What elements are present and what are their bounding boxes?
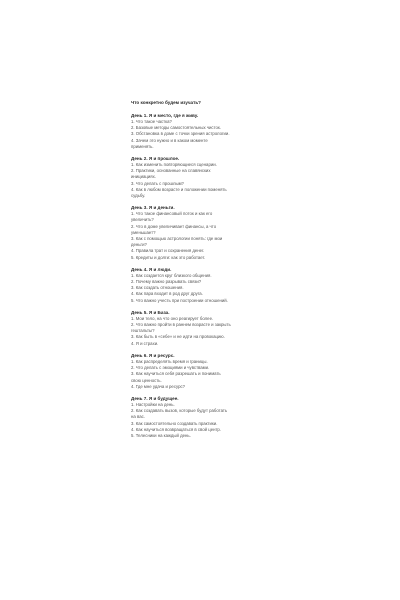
list-item: 3. Как быть в «себе» и не идти на провокацию. — [131, 334, 225, 340]
list-item: 2. Практики, основанные на славянских — [131, 168, 211, 174]
list-item: 4. Зачем это нужно и в каком моменте — [131, 137, 208, 143]
list-item: судьбу. — [131, 193, 146, 199]
day-section — [131, 156, 281, 199]
list-item: 5. Телесники на каждый день. — [131, 432, 191, 438]
day-heading: День 6. Я и ресурс. — [131, 352, 175, 358]
document-body — [131, 100, 281, 445]
day-items-list — [131, 402, 281, 439]
list-item: свою ценность. — [131, 377, 162, 383]
day-items-list — [131, 119, 281, 150]
day-items-list — [131, 316, 281, 347]
list-item: 2. Что в доме увеличивает финансы, а что — [131, 223, 217, 229]
day-section — [131, 310, 281, 347]
day-section — [131, 113, 281, 150]
list-item: 4. Как в любом возрасте и положении поменять — [131, 186, 227, 192]
list-item: 4. Как научиться возвращаться в свой центр. — [131, 426, 222, 432]
day-section — [131, 205, 281, 261]
list-item: 2. Что важно пройти в раннем возрасте и закрыть — [131, 322, 231, 328]
list-item: 3. Обстановка в доме с точки зрения астрологии. — [131, 131, 230, 137]
list-item: 2. Как создавать вызов, которые будут работать — [131, 408, 228, 414]
day-section — [131, 267, 281, 304]
list-item: 4. Как пара входит в род друг друга. — [131, 291, 203, 297]
day-heading: День 3. Я и деньги. — [131, 205, 175, 211]
document-title: Что конкретно будем изучать? — [131, 100, 201, 105]
list-item: гештальты? — [131, 328, 155, 334]
day-items-list — [131, 162, 281, 199]
list-item: деньги? — [131, 242, 147, 248]
day-heading: День 7. Я и будущее. — [131, 395, 179, 401]
day-section — [131, 353, 281, 390]
list-item: 1. Что такое финансовый поток и как его — [131, 211, 213, 217]
day-items-list — [131, 273, 281, 304]
list-item: 2. Базовые методы самостоятельных чисток. — [131, 125, 221, 131]
list-item: 5. Что важно учесть при построении отношений. — [131, 297, 228, 303]
list-item: 3. Как самостоятельно создавать практики. — [131, 420, 218, 426]
list-item: уменьшает? — [131, 229, 156, 235]
list-item: 4. Где мне удача и ресурс? — [131, 383, 185, 389]
list-item: 4. Правила трат и сохранения денег. — [131, 248, 205, 254]
day-heading: День 5. Я и База. — [131, 309, 170, 315]
list-item: на вас. — [131, 414, 145, 420]
list-item: 1. Что такое частка? — [131, 119, 172, 124]
list-item: 2. Почему важно разрывать связи? — [131, 279, 202, 285]
day-items-list — [131, 359, 281, 390]
day-heading: День 4. Я и люди. — [131, 266, 172, 272]
day-list — [131, 113, 281, 439]
list-item: увеличить? — [131, 217, 154, 223]
list-item: 2. Что делать с эмоциями и чувствами. — [131, 365, 210, 371]
list-item: 1. Как создается круг близкого общения. — [131, 272, 212, 278]
list-item: 3. Как с помощью астрологии понять: где мои — [131, 236, 223, 242]
list-item: 1. Мои тело, на что оно реагирует более. — [131, 315, 214, 321]
list-item: 5. Кредиты и долги: как это работает. — [131, 254, 206, 260]
list-item: 3. Как научиться себя разрешать и понимать — [131, 371, 221, 377]
day-heading: День 1. Я и место, где я живу. — [131, 113, 199, 118]
list-item: применять. — [131, 143, 154, 149]
list-item: 4. Я и страхи. — [131, 340, 159, 346]
list-item: 3. Как создать отношения. — [131, 285, 184, 291]
list-item: 3. Что делать с прошлым? — [131, 180, 184, 186]
day-items-list — [131, 211, 281, 261]
list-item: инициациях. — [131, 174, 156, 180]
day-heading: День 2. Я и прошлое. — [131, 156, 180, 162]
day-section — [131, 396, 281, 439]
list-item: 1. Как распределять время и границы. — [131, 358, 208, 364]
list-item: 1. Как изменить повторяющиеся сценарии. — [131, 162, 217, 168]
list-item: 1. Настройки на день. — [131, 401, 175, 407]
